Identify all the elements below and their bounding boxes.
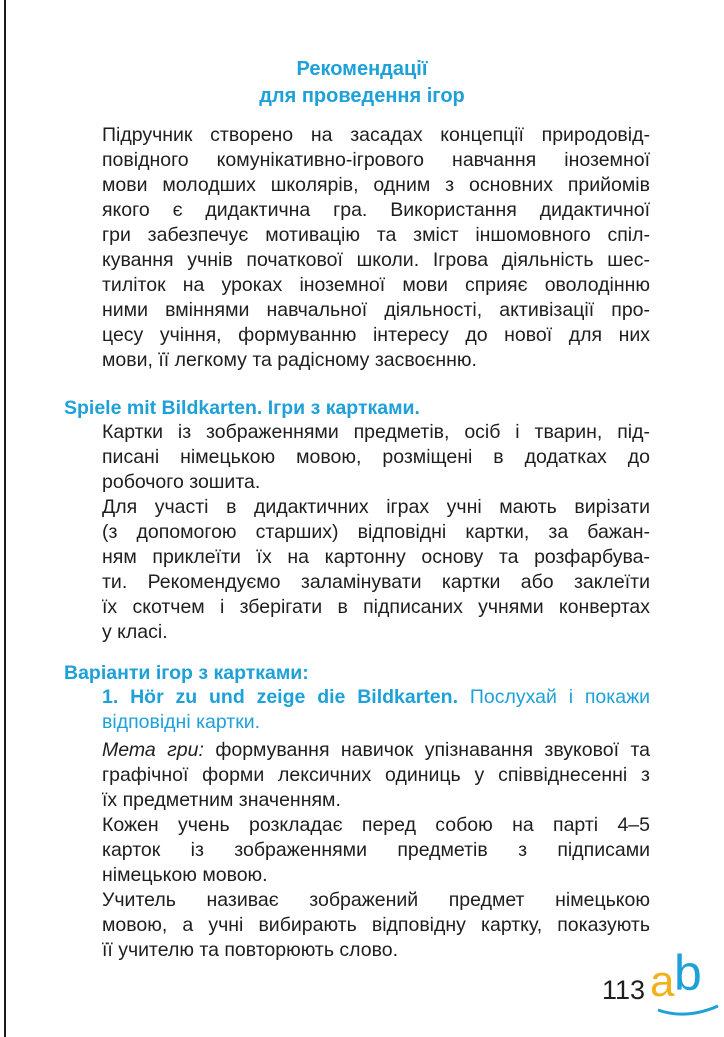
body-line: їх предметним значенням. [102, 789, 341, 811]
goal-label: Мета гри: [102, 739, 204, 761]
game-1-title-de: 1. Hör zu und zeige die Bildkarten. [102, 686, 458, 708]
page-title-line-1: Рекомендації [296, 58, 428, 80]
intro-line: повідного комунікативно-ігрового навчання іноземної [102, 149, 650, 171]
body-line: ти. Рекомендуємо заламінувати картки або заклеїти [102, 571, 650, 593]
body-line: карток із зображеннями предметів з підписами [102, 839, 650, 861]
page-edge-rule [4, 0, 6, 1037]
section-heading-cards: Spiele mit Bildkarten. Ігри з картками. [64, 397, 420, 419]
body-line: їх скотчем і зберігати в підписаних учнями конвертах [102, 596, 650, 618]
intro-line: Підручник створено на засадах концепції природовід- [102, 124, 650, 146]
game-1-title [102, 685, 650, 709]
intro-line: ними вміннями навчальної діяльності, активізації про- [102, 299, 650, 321]
body-line: робочого зошита. [102, 471, 261, 493]
game-1-goal [102, 738, 650, 762]
body-line: Картки із зображеннями предметів, осіб і тварин, під- [102, 421, 650, 443]
intro-line: цесу учіння, формуванню інтересу до нової для них [102, 324, 650, 346]
logo-letter-a: a [650, 957, 675, 1006]
intro-line: гри забезпечує мотивацію та зміст іншомовного спіл- [102, 224, 650, 246]
body-line: у класі. [102, 621, 168, 643]
body-line: мовою, а учні вибирають відповідну картку, показують [102, 914, 650, 936]
body-line: Для участі в дидактичних іграх учні мають вирізати [102, 496, 650, 518]
body-line: Учитель називає зображений предмет німецькою [102, 889, 650, 911]
body-line: писані німецькою мовою, розміщені в додатках до [102, 446, 650, 468]
body-line: німецькою мовою. [102, 864, 268, 886]
goal-text: формування навичок упізнавання звукової та [215, 739, 650, 761]
body-line: ням приклеїти їх на картонну основу та розфарбува- [102, 546, 650, 568]
intro-line: мови, її легкому та радісному засвоєнню. [102, 349, 477, 371]
body-line: (з допомогою старших) відповідні картки, за бажан- [102, 521, 650, 543]
intro-line: кування учнів початкової школи. Ігрова діяльність шес- [102, 249, 650, 271]
logo-letter-b: b [674, 948, 702, 1001]
body-line: її учителю та повторюють слово. [102, 939, 399, 961]
body-line: Кожен учень розкладає перед собою на парті 4–5 [102, 814, 650, 836]
body-line: графічної форми лексичних одиниць у співвіднесенні з [102, 764, 650, 786]
game-1-title-ua: Послухай і покажи [469, 686, 650, 708]
page-title-line-2: для проведення ігор [259, 85, 465, 107]
page-number: 113 [602, 975, 646, 1005]
intro-line: мови молодших школярів, одним з основних прийомів [102, 174, 650, 196]
section-heading-variants: Варіанти ігор з картками: [64, 662, 309, 684]
ab-logo-icon [648, 948, 724, 1018]
intro-line: якого є дидактична гра. Використання дидактичної [102, 199, 650, 221]
game-1-title-ua-cont: відповідні картки. [102, 711, 261, 733]
logo-swoosh [658, 1006, 718, 1014]
intro-line: тиліток на уроках іноземної мови сприяє оволодінню [102, 274, 650, 296]
